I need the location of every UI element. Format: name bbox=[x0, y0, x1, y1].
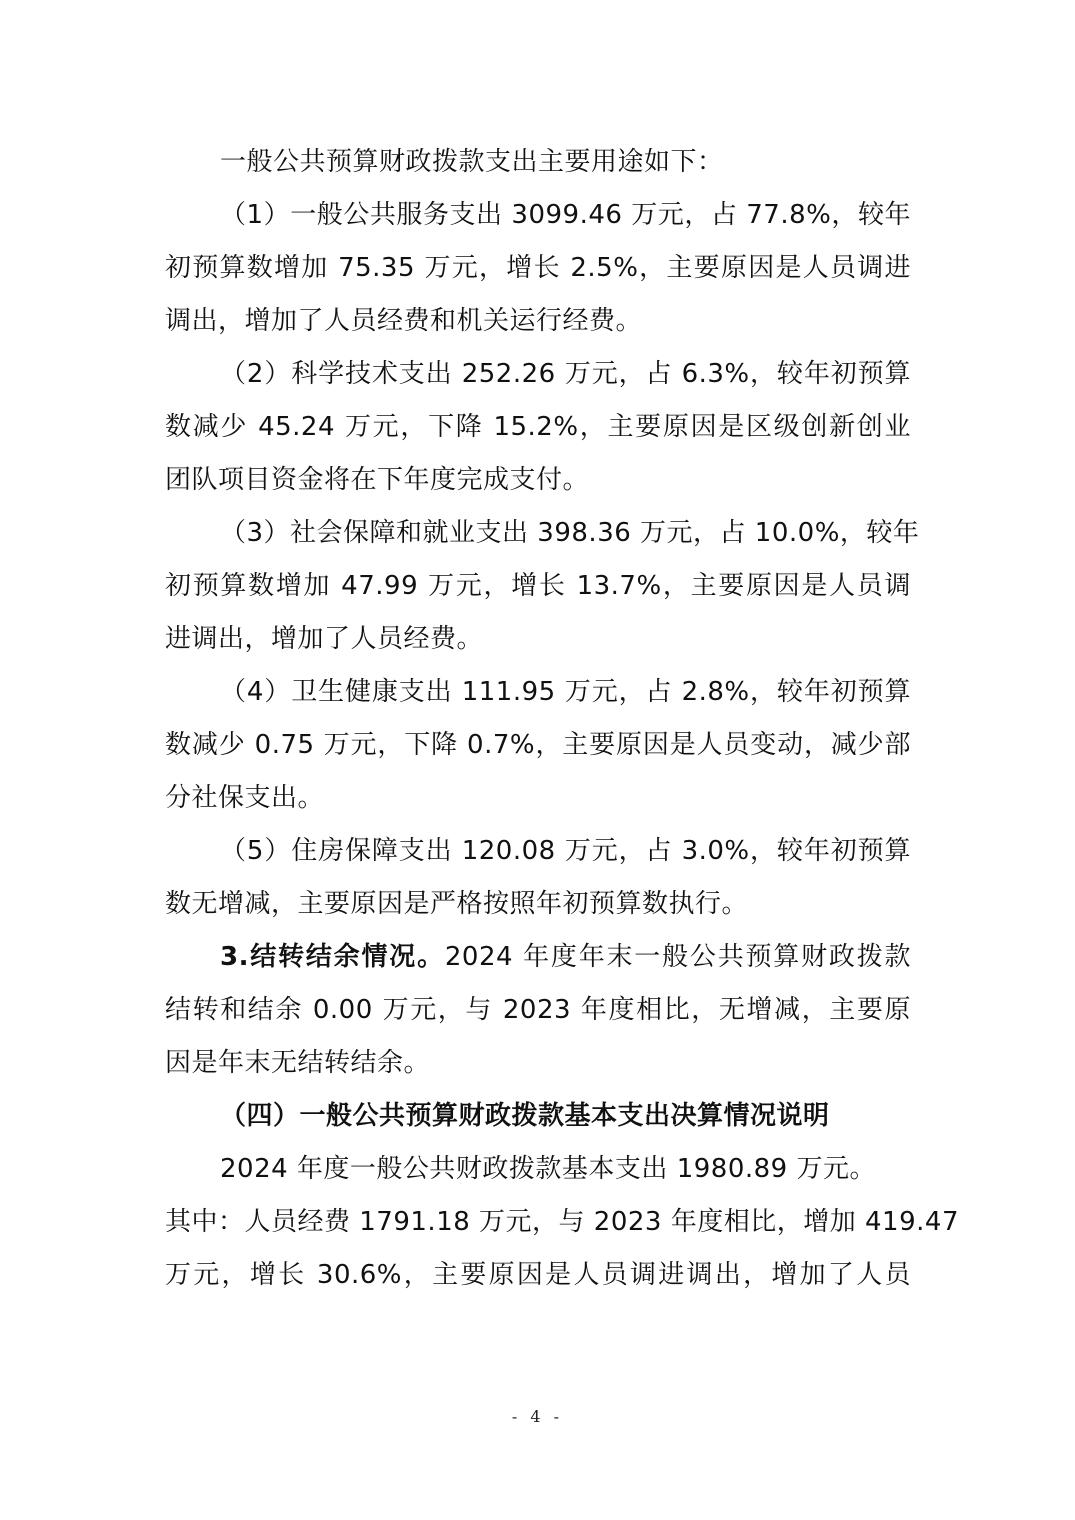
text-line: 2024 年度一般公共财政拨款基本支出 1980.89 万元。 bbox=[220, 1154, 876, 1184]
text-line: 其中：人员经费 1791.18 万元，与 2023 年度相比，增加 419.47 bbox=[165, 1207, 959, 1237]
paragraph-item-4 bbox=[165, 666, 911, 825]
text-line: （3）社会保障和就业支出 398.36 万元，占 10.0%，较年 bbox=[220, 518, 920, 548]
text-line: 因是年末无结转结余。 bbox=[165, 1048, 431, 1078]
section-title: （四）一般公共预算财政拨款基本支出决算情况说明 bbox=[220, 1101, 830, 1131]
text-line: 数减少 45.24 万元，下降 15.2%，主要原因是区级创新创业 bbox=[165, 412, 911, 442]
section-heading bbox=[165, 1090, 911, 1143]
text-line bbox=[165, 931, 911, 984]
carryover-text: 2024 年度年末一般公共预算财政拨款 bbox=[444, 942, 912, 972]
text-line: 结转和结余 0.00 万元，与 2023 年度相比，无增减，主要原 bbox=[165, 995, 911, 1025]
text-line: 万元，增长 30.6%，主要原因是人员调进调出，增加了人员 bbox=[165, 1260, 911, 1290]
page-number: - 4 - bbox=[511, 1407, 564, 1426]
text-line: （2）科学技术支出 252.26 万元，占 6.3%，较年初预算 bbox=[220, 359, 911, 389]
paragraph-item-1 bbox=[165, 189, 911, 348]
paragraph-intro bbox=[165, 136, 911, 189]
text-line: 数无增减，主要原因是严格按照年初预算数执行。 bbox=[165, 889, 749, 919]
text-line: 一般公共预算财政拨款支出主要用途如下： bbox=[220, 147, 724, 177]
paragraph-item-2 bbox=[165, 348, 911, 507]
text-line: 团队项目资金将在下年度完成支付。 bbox=[165, 465, 590, 495]
text-line: 数减少 0.75 万元，下降 0.7%，主要原因是人员变动，减少部 bbox=[165, 730, 911, 760]
paragraph-basic-expenditure bbox=[165, 1143, 959, 1302]
paragraph-item-5 bbox=[165, 825, 911, 931]
text-line: 分社保支出。 bbox=[165, 783, 325, 813]
text-line: 进调出，增加了人员经费。 bbox=[165, 624, 484, 654]
text-line: 初预算数增加 47.99 万元，增长 13.7%，主要原因是人员调 bbox=[165, 571, 911, 601]
text-line: 初预算数增加 75.35 万元，增长 2.5%，主要原因是人员调进 bbox=[165, 253, 911, 283]
paragraph-carryover bbox=[165, 931, 911, 1090]
carryover-lead: 3.结转结余情况。 bbox=[220, 942, 445, 972]
text-line: （1）一般公共服务支出 3099.46 万元，占 77.8%，较年 bbox=[220, 200, 911, 230]
text-line: （5）住房保障支出 120.08 万元，占 3.0%，较年初预算 bbox=[220, 836, 911, 866]
paragraph-item-3 bbox=[165, 507, 920, 666]
text-line: 调出，增加了人员经费和机关运行经费。 bbox=[165, 306, 643, 336]
document-body bbox=[165, 136, 959, 1302]
text-line: （4）卫生健康支出 111.95 万元，占 2.8%，较年初预算 bbox=[220, 677, 911, 707]
